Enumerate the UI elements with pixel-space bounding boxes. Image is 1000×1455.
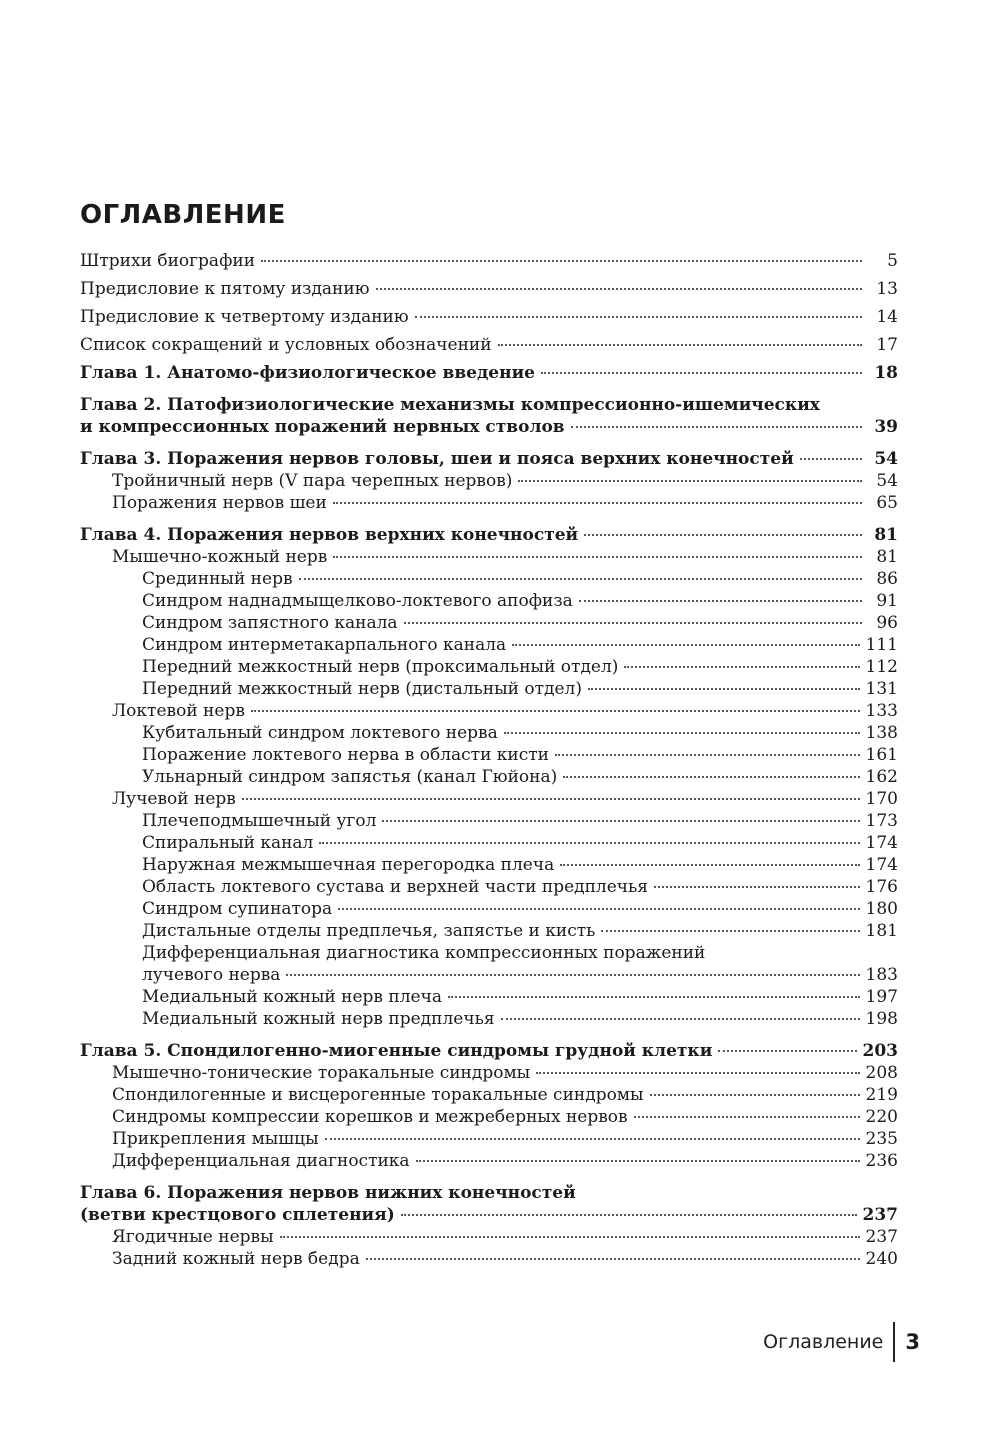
toc-entry[interactable] [80,832,898,854]
toc-entry-title: Дистальные отделы предплечья, запястье и кисть [142,921,596,941]
dot-leader [286,974,859,976]
toc-entry-title: Глава 3. Поражения нервов головы, шеи и пояса верхних конечностей [80,449,794,469]
dot-leader [571,426,862,428]
dot-leader [404,622,862,624]
toc-entry-page: 138 [865,723,898,743]
toc-entry-page: 174 [865,855,898,875]
toc-entry-title: Дифференциальная диагностика [112,1151,410,1171]
toc-entry-title: Передний межкостный нерв (дистальный отдел) [142,679,582,699]
toc-entry-page: 54 [874,449,898,469]
dot-leader [280,1236,860,1238]
toc-entry[interactable] [80,1128,898,1150]
toc-chapter-4[interactable] [80,524,898,546]
toc-entry[interactable] [80,810,898,832]
toc-entry-title: Лучевой нерв [112,789,236,809]
toc-entry-page: 112 [865,657,898,677]
dot-leader [251,710,860,712]
toc-entry-page: 96 [876,613,898,633]
toc-entry[interactable] [80,766,898,788]
toc-entry[interactable] [80,986,898,1008]
toc-entry[interactable] [80,1150,898,1172]
toc-entry-page: 176 [865,877,898,897]
toc-entry-page: 162 [865,767,898,787]
toc-entry-page: 203 [862,1041,898,1061]
toc-entry-title-line2: лучевого нерва [142,965,281,985]
dot-leader [588,688,860,690]
toc-entry-title: Поражения нервов шеи [112,493,327,513]
dot-leader [498,344,862,346]
toc-entry-title: Штрихи биографии [80,251,256,271]
toc-entry-title: Синдромы компрессии корешков и межреберных нервов [112,1107,628,1127]
toc-entry-page: 65 [876,493,898,513]
page-footer [763,1322,920,1362]
toc-entry-title: Локтевой нерв [112,701,245,721]
toc-entry-title-line1: Дифференциальная диагностика компрессионных поражений [142,943,706,963]
dot-leader [536,1072,859,1074]
toc-entry-title: Предисловие к пятому изданию [80,279,370,299]
toc-entry[interactable] [80,1226,898,1248]
toc-entry[interactable] [80,492,898,514]
toc-entry[interactable] [80,612,898,634]
toc-entry-page: 111 [865,635,898,655]
toc-chapter-2[interactable] [80,394,898,438]
dot-leader [382,820,859,822]
dot-leader [634,1116,860,1118]
toc-entry-page: 236 [865,1151,898,1171]
toc-entry-title: Синдром супинатора [142,899,333,919]
dot-leader [376,288,862,290]
toc-entry[interactable] [80,546,898,568]
toc-entry-title: Синдром запястного канала [142,613,398,633]
page-title: ОГЛАВЛЕНИЕ [80,200,286,230]
toc-entry-page: 54 [876,471,898,491]
toc-entry-page: 240 [865,1249,898,1269]
toc-entry-multiline[interactable] [80,942,898,986]
toc-entry-page: 197 [865,987,898,1007]
dot-leader [555,754,860,756]
toc-entry-page: 81 [874,525,898,545]
toc-entry-page: 133 [865,701,898,721]
toc-entry-title-line2: (ветви крестцового сплетения) [80,1205,395,1225]
toc-entry-page: 208 [865,1063,898,1083]
running-footer-label: Оглавление [763,1331,884,1353]
toc-entry-title: Задний кожный нерв бедра [112,1249,360,1269]
toc-entry-title: Срединный нерв [142,569,293,589]
toc-entry-page: 180 [865,899,898,919]
toc-entry-page: 81 [876,547,898,567]
toc-chapter-5[interactable] [80,1040,898,1062]
toc-entry[interactable] [80,788,898,810]
toc-entry-page: 131 [865,679,898,699]
toc-entry[interactable] [80,722,898,744]
dot-leader [518,480,862,482]
dot-leader [512,644,859,646]
toc-entry-title: Глава 4. Поражения нервов верхних конечностей [80,525,579,545]
toc-entry-title: Ягодичные нервы [112,1227,274,1247]
dot-leader [584,534,862,536]
dot-leader [338,908,859,910]
toc-chapter-3[interactable] [80,448,898,470]
toc-entry[interactable] [80,700,898,722]
toc-entry-page: 198 [865,1009,898,1029]
toc-entry-title: Область локтевого сустава и верхней части предплечья [142,877,649,897]
dot-leader [718,1050,856,1052]
toc-entry-title: Глава 5. Спондилогенно-миогенные синдромы грудной клетки [80,1041,713,1061]
toc-entry[interactable] [80,1106,898,1128]
dot-leader [448,996,860,998]
dot-leader [366,1258,860,1260]
toc-entry-page: 183 [865,965,898,985]
toc-entry-title: Тройничный нерв (V пара черепных нервов) [112,471,513,491]
toc-entry-title: Медиальный кожный нерв плеча [142,987,442,1007]
toc-chapter-1[interactable] [80,362,898,384]
toc-entry-page: 181 [865,921,898,941]
toc-entry[interactable] [80,920,898,942]
toc-entry[interactable] [80,634,898,656]
dot-leader [579,600,862,602]
dot-leader [242,798,860,800]
toc-entry-title-line2: и компрессионных поражений нервных стволов [80,417,565,437]
dot-leader [654,886,860,888]
dot-leader [601,930,859,932]
toc-entry-title: Список сокращений и условных обозначений [80,335,492,355]
toc-entry-title: Передний межкостный нерв (проксимальный отдел) [142,657,619,677]
toc-entry[interactable] [80,876,898,898]
toc-entry-title: Спиральный канал [142,833,314,853]
toc-entry-title: Мышечно-кожный нерв [112,547,328,567]
toc-entry[interactable] [80,854,898,876]
toc-entry-page: 219 [865,1085,898,1105]
dot-leader [333,502,862,504]
toc-entry-title: Плечеподмышечный угол [142,811,377,831]
page-number: 3 [905,1330,920,1354]
toc-entry-page: 39 [874,417,898,437]
dot-leader [501,1018,860,1020]
toc-entry[interactable] [80,1248,898,1270]
toc-entry[interactable] [80,590,898,612]
toc-entry-title: Синдром интерметакарпального канала [142,635,507,655]
toc-entry-title: Ульнарный синдром запястья (канал Гюйона) [142,767,558,787]
toc-entry[interactable] [80,306,898,328]
dot-leader [563,776,859,778]
toc-entry[interactable] [80,1008,898,1030]
toc-entry-title: Прикрепления мышцы [112,1129,319,1149]
toc-entry-page: 237 [862,1205,898,1225]
dot-leader [325,1138,860,1140]
toc-entry-title: Спондилогенные и висцерогенные торакальные синдромы [112,1085,644,1105]
toc-entry-page: 237 [865,1227,898,1247]
dot-leader [261,260,862,262]
toc-entry[interactable] [80,334,898,356]
toc-entry[interactable] [80,250,898,272]
toc-entry-title-line1: Глава 2. Патофизиологические механизмы компрессионно-ишемических [80,395,820,415]
toc-entry-page: 161 [865,745,898,765]
toc-entry-page: 91 [876,591,898,611]
toc-entry[interactable] [80,744,898,766]
dot-leader [401,1214,857,1216]
toc-entry[interactable] [80,898,898,920]
toc-entry[interactable] [80,278,898,300]
dot-leader [504,732,860,734]
dot-leader [560,864,859,866]
toc-entry-title: Глава 1. Анатомо-физиологическое введение [80,363,535,383]
dot-leader [415,316,862,318]
dot-leader [800,458,862,460]
toc-entry[interactable] [80,1084,898,1106]
toc-entry-page: 14 [876,307,898,327]
toc-entry[interactable] [80,470,898,492]
table-of-contents [80,250,898,1270]
dot-leader [624,666,859,668]
toc-entry-page: 173 [865,811,898,831]
toc-entry-title: Поражение локтевого нерва в области кисти [142,745,550,765]
toc-entry[interactable] [80,678,898,700]
toc-entry-page: 170 [865,789,898,809]
toc-entry-title: Мышечно-тонические торакальные синдромы [112,1063,531,1083]
toc-entry[interactable] [80,656,898,678]
toc-chapter-6[interactable] [80,1182,898,1226]
toc-entry-title: Синдром наднадмыщелково-локтевого апофиза [142,591,573,611]
toc-entry-title-line1: Глава 6. Поражения нервов нижних конечностей [80,1183,576,1203]
dot-leader [319,842,859,844]
toc-entry-page: 174 [865,833,898,853]
toc-entry-page: 235 [865,1129,898,1149]
toc-entry-page: 13 [876,279,898,299]
dot-leader [416,1160,860,1162]
dot-leader [299,578,862,580]
dot-leader [333,556,862,558]
dot-leader [541,372,862,374]
toc-entry-title: Наружная межмышечная перегородка плеча [142,855,555,875]
toc-entry-title: Медиальный кожный нерв предплечья [142,1009,495,1029]
toc-entry-title: Предисловие к четвертому изданию [80,307,409,327]
toc-entry-title: Кубитальный синдром локтевого нерва [142,723,498,743]
toc-entry[interactable] [80,568,898,590]
toc-entry[interactable] [80,1062,898,1084]
dot-leader [650,1094,860,1096]
toc-entry-page: 18 [874,363,898,383]
toc-entry-page: 5 [887,251,898,271]
toc-entry-page: 220 [865,1107,898,1127]
toc-entry-page: 17 [876,335,898,355]
toc-entry-page: 86 [876,569,898,589]
